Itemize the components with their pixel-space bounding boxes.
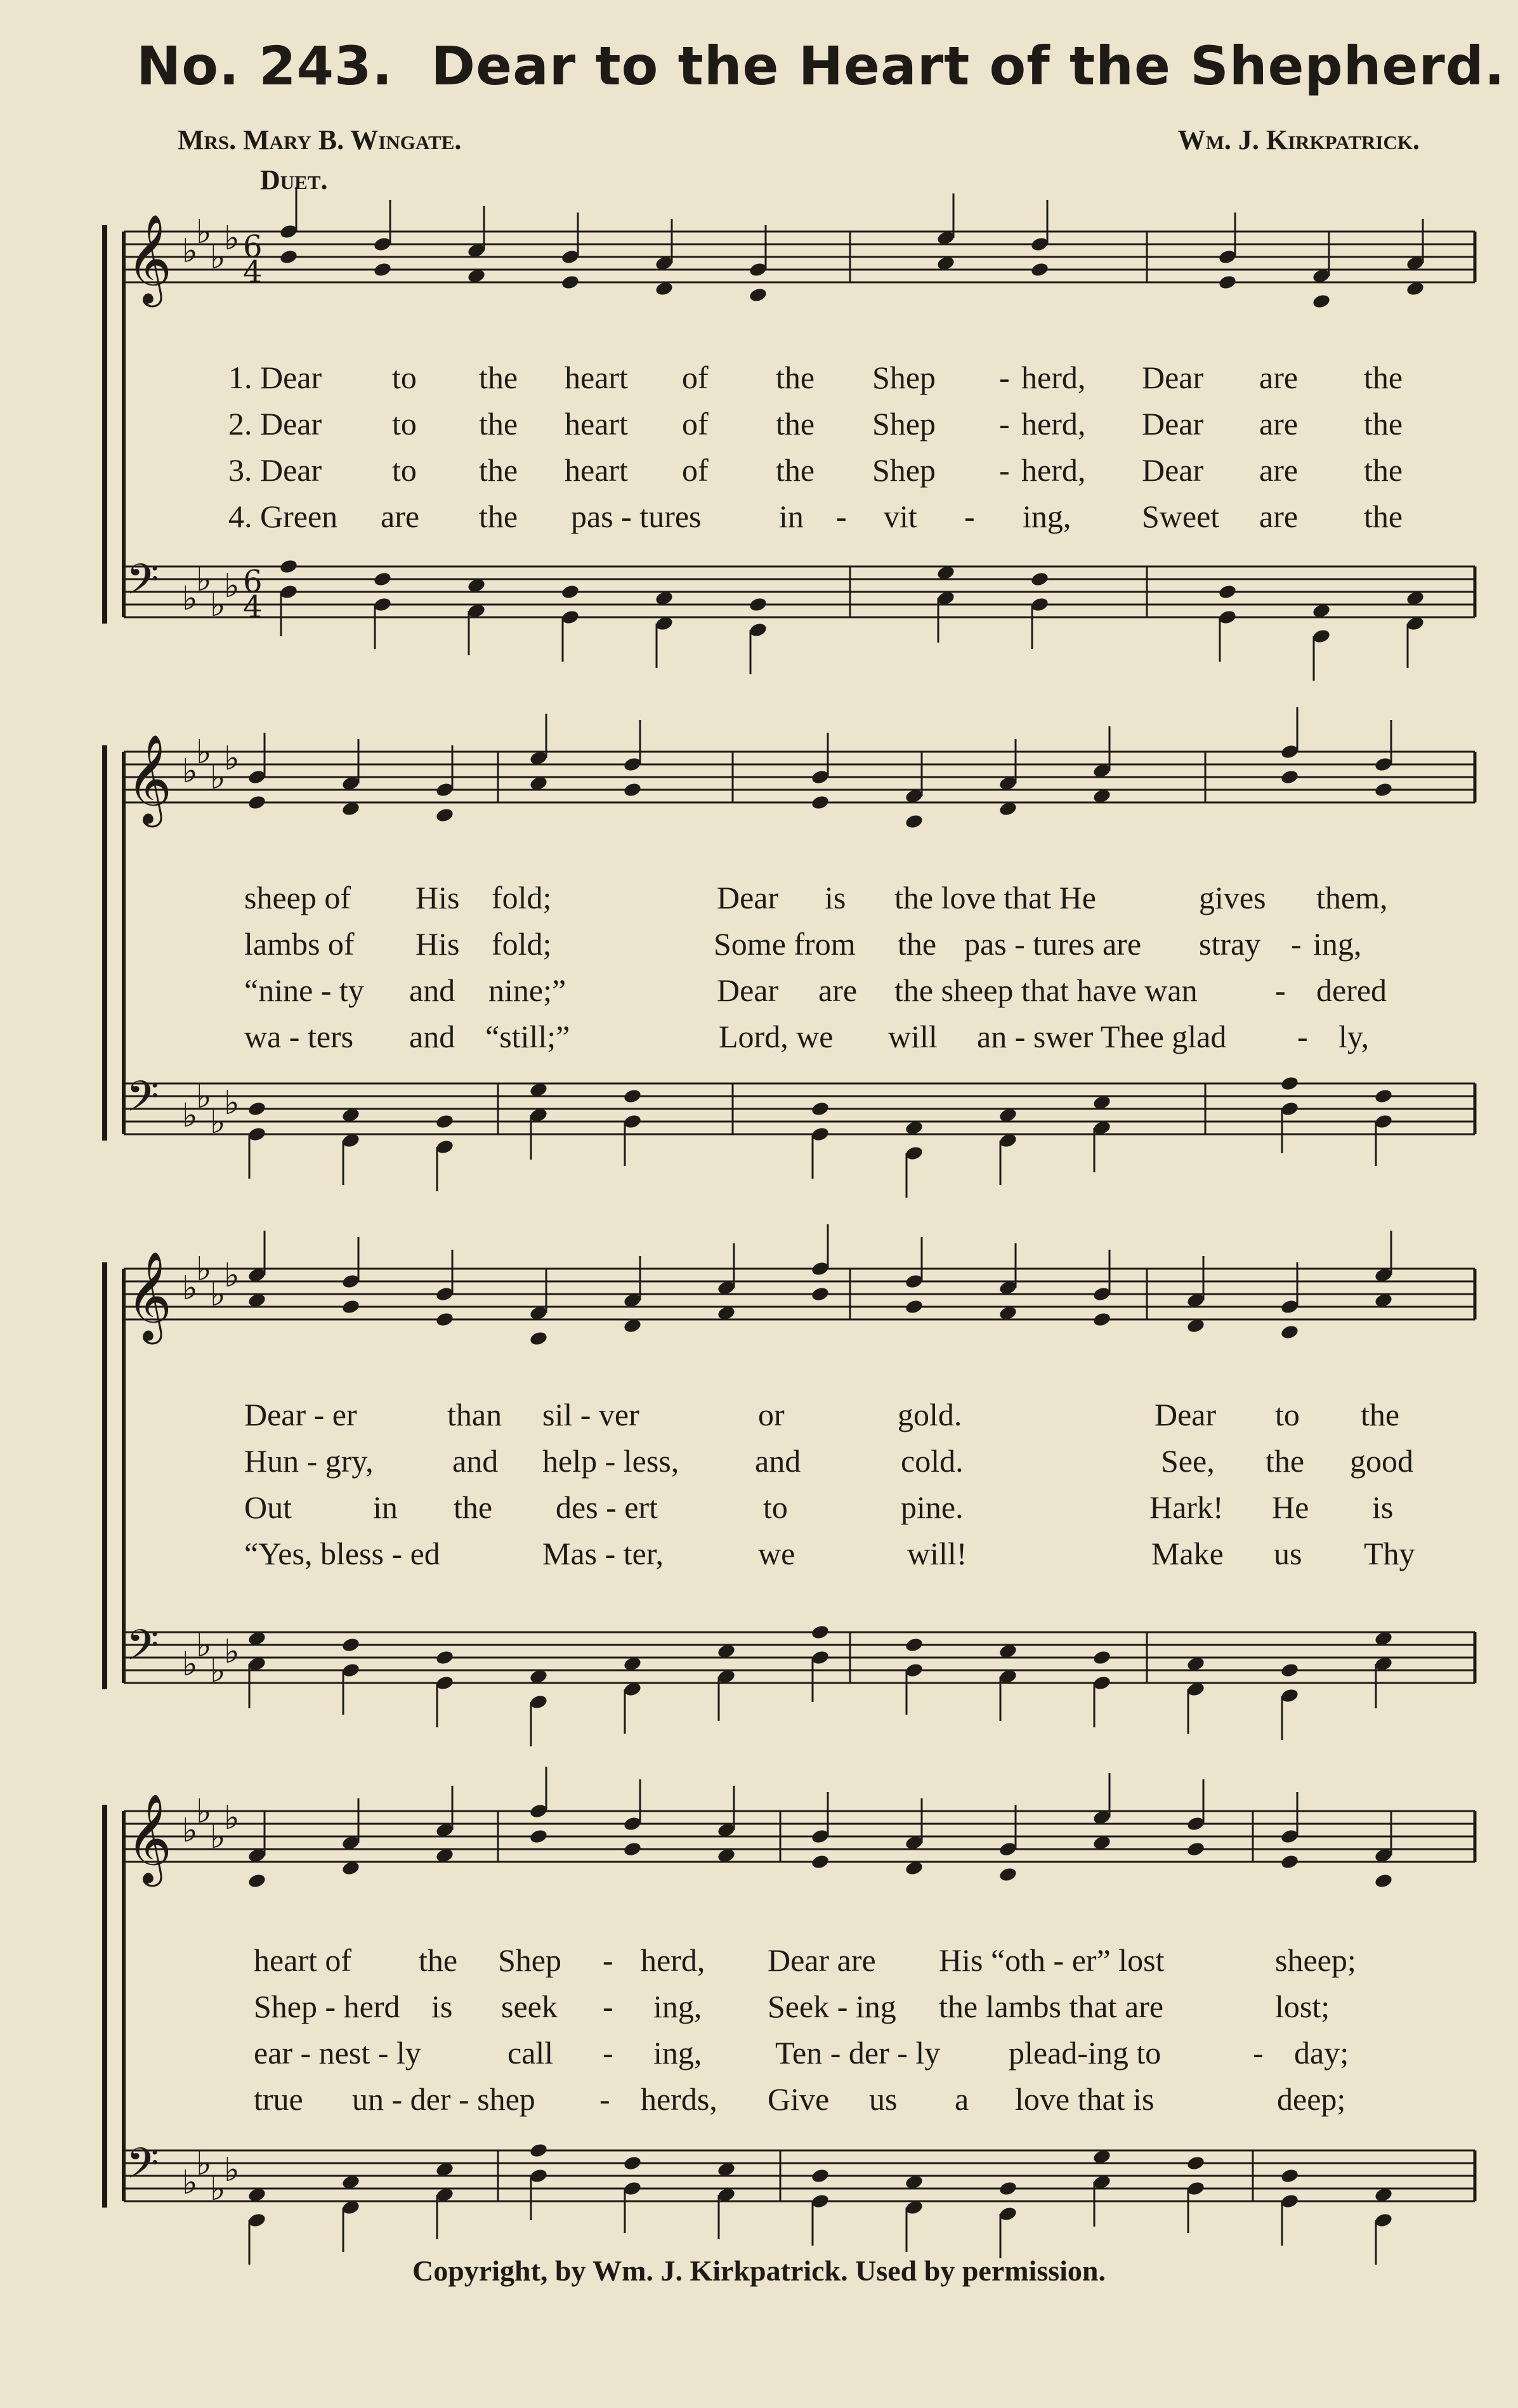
lyric-syllable: -	[836, 499, 847, 534]
lyric-syllable: and	[755, 1443, 801, 1479]
lyric-syllable: Seek - ing	[768, 1989, 896, 2024]
lyric-syllable: will	[888, 1019, 938, 1054]
lyric-syllable: nine;”	[488, 972, 566, 1008]
lyric-syllable: the love that He	[894, 880, 1096, 915]
flat-sign: ♭	[224, 1633, 240, 1671]
lyric-syllable: -	[1291, 926, 1302, 962]
flat-sign: ♭	[210, 2170, 226, 2208]
lyric-syllable: and	[409, 972, 455, 1008]
lyric-syllable: -	[1297, 1019, 1308, 1054]
flat-sign: ♭	[196, 2145, 212, 2183]
bass-clef: 𝄢	[126, 1621, 159, 1680]
lyric-syllable: the	[479, 406, 518, 442]
lyric-syllable: Out	[244, 1489, 292, 1525]
lyric-syllable: the	[1364, 406, 1403, 442]
note-head	[435, 1113, 455, 1130]
flat-sign: ♭	[182, 1269, 198, 1307]
flat-sign: ♭	[224, 740, 240, 778]
flat-sign: ♭	[224, 219, 240, 258]
flat-sign: ♭	[182, 752, 198, 790]
note-head	[811, 1624, 830, 1640]
lyric-syllable: Shep	[498, 1942, 561, 1978]
note-head	[1312, 293, 1332, 310]
lyric-syllable: sheep;	[1275, 1942, 1356, 1978]
bass-clef: 𝄢	[126, 1072, 159, 1131]
lyric-syllable: love that is	[1015, 2081, 1155, 2117]
note-head	[811, 2168, 830, 2184]
note-head	[279, 249, 299, 265]
lyric-syllable: than	[447, 1397, 502, 1432]
note-head	[247, 1101, 267, 1117]
lyric-syllable: herds,	[641, 2081, 717, 2117]
note-head	[1374, 1873, 1394, 1889]
flat-sign: ♭	[182, 232, 198, 270]
lyric-syllable: Dear	[1155, 1397, 1217, 1432]
note-head	[247, 794, 267, 811]
flat-sign: ♭	[224, 1257, 240, 1295]
lyric-syllable: His “oth - er” lost	[939, 1942, 1165, 1978]
lyric-syllable: -	[603, 1989, 613, 2024]
lyric-syllable: ing,	[653, 2035, 702, 2071]
lyric-syllable: -	[603, 2035, 613, 2071]
flat-sign: ♭	[182, 2164, 198, 2202]
lyric-syllable: herd,	[1021, 406, 1086, 442]
lyric-syllable: or	[758, 1397, 785, 1432]
lyric-syllable: 4. Green	[228, 499, 338, 534]
flat-sign: ♭	[182, 1812, 198, 1850]
note-head	[1218, 274, 1238, 291]
lyric-syllable: the lambs that are	[939, 1989, 1164, 2024]
lyric-syllable: and	[452, 1443, 499, 1479]
lyric-syllable: sil - ver	[542, 1397, 639, 1432]
lyric-syllable: are	[1259, 452, 1299, 488]
lyric-syllable: -	[603, 1942, 613, 1978]
lyric-syllable: to	[392, 406, 417, 442]
flat-sign: ♭	[210, 1818, 226, 1856]
note-head	[247, 1873, 267, 1889]
lyric-syllable: 2. Dear	[228, 406, 322, 442]
note-head	[1374, 782, 1394, 798]
lyric-syllable: of	[682, 406, 709, 442]
lyric-syllable: the	[1361, 1397, 1400, 1432]
lyric-syllable: His	[415, 926, 460, 962]
words-credit: Mrs. Mary B. Wingate.	[178, 124, 462, 155]
hymn-title: Dear to the Heart of the Shepherd.	[431, 35, 1505, 97]
lyric-syllable: “Yes, bless - ed	[244, 1536, 440, 1571]
lyric-syllable: Hark!	[1149, 1489, 1224, 1525]
lyric-syllable: cold.	[901, 1443, 964, 1479]
note-head	[811, 1854, 830, 1870]
lyric-syllable: pas - tures	[571, 499, 702, 534]
lyric-syllable: His	[415, 880, 460, 915]
note-head	[529, 2142, 549, 2159]
lyric-syllable: Some from	[714, 926, 856, 962]
flat-sign: ♭	[182, 580, 198, 618]
flat-sign: ♭	[210, 239, 226, 277]
note-head	[1280, 1854, 1300, 1870]
note-head	[1186, 2155, 1206, 2171]
note-head	[1092, 1311, 1112, 1328]
lyric-syllable: Dear	[1142, 452, 1204, 488]
lyric-syllable: -	[599, 2081, 610, 2117]
note-head	[998, 2180, 1018, 2197]
lyric-syllable: is	[1372, 1489, 1394, 1525]
lyric-syllable: ear - nest - ly	[254, 2035, 421, 2071]
lyric-syllable: heart	[565, 452, 628, 488]
time-signature-bottom: 4	[243, 254, 263, 290]
lyric-syllable: Shep	[872, 452, 936, 488]
note-head	[905, 1299, 924, 1315]
lyric-syllable: herd,	[1021, 360, 1086, 395]
lyric-syllable: Shep - herd	[254, 1989, 400, 2024]
flat-sign: ♭	[224, 567, 240, 605]
note-head	[1280, 1662, 1300, 1678]
lyric-syllable: dered	[1316, 972, 1387, 1008]
lyric-syllable: Mas - ter,	[542, 1536, 664, 1571]
lyric-syllable: the	[1364, 499, 1403, 534]
lyric-syllable: is	[825, 880, 846, 915]
lyric-syllable: in	[373, 1489, 398, 1525]
lyric-syllable: lambs of	[244, 926, 355, 962]
lyric-syllable: day;	[1294, 2035, 1349, 2071]
lyric-syllable: the	[479, 499, 518, 534]
lyric-syllable: un - der - shep	[352, 2081, 535, 2117]
flat-sign: ♭	[210, 1652, 226, 1690]
lyric-syllable: the	[898, 926, 937, 962]
lyric-syllable: Dear	[717, 880, 779, 915]
note-head	[1218, 584, 1238, 600]
treble-clef: 𝄞	[126, 213, 173, 303]
lyric-syllable: heart	[565, 360, 628, 395]
flat-sign: ♭	[196, 733, 212, 771]
lyric-syllable: call	[507, 2035, 554, 2071]
note-head	[341, 1299, 361, 1315]
lyric-syllable: stray	[1199, 926, 1261, 962]
flat-sign: ♭	[224, 1799, 240, 1837]
lyric-syllable: the	[419, 1942, 458, 1978]
note-head	[435, 1311, 455, 1328]
lyric-syllable: heart	[565, 406, 628, 442]
lyric-syllable: pas - tures are	[964, 926, 1142, 962]
lyric-syllable: the sheep that have wan	[894, 972, 1198, 1008]
lyric-syllable: lost;	[1275, 1989, 1330, 2024]
lyric-syllable: are	[818, 972, 858, 1008]
lyric-syllable: gold.	[898, 1397, 962, 1432]
time-signature-bottom: 4	[243, 589, 263, 625]
lyric-syllable: -	[964, 499, 975, 534]
note-head	[811, 794, 830, 811]
lyric-syllable: will!	[907, 1536, 967, 1571]
note-head	[1374, 1088, 1394, 1104]
lyric-syllable: fold;	[492, 880, 552, 915]
flat-sign: ♭	[182, 1097, 198, 1135]
lyric-syllable: the	[1266, 1443, 1305, 1479]
note-head	[998, 1866, 1018, 1883]
note-head	[1092, 1649, 1112, 1666]
lyric-syllable: He	[1272, 1489, 1309, 1525]
lyric-syllable: the	[776, 406, 815, 442]
flat-sign: ♭	[224, 1084, 240, 1122]
flat-sign: ♭	[196, 1793, 212, 1831]
lyric-syllable: ing,	[1023, 499, 1071, 534]
note-head	[623, 2155, 643, 2171]
lyric-syllable: them,	[1316, 880, 1388, 915]
flat-sign: ♭	[210, 1276, 226, 1314]
note-head	[905, 813, 924, 830]
note-head	[1280, 769, 1300, 785]
note-head	[1186, 1841, 1206, 1857]
duet-marking: Duet.	[260, 164, 328, 195]
lyric-syllable: us	[1274, 1536, 1302, 1571]
lyric-syllable: Hun - gry,	[244, 1443, 374, 1479]
flat-sign: ♭	[224, 2151, 240, 2189]
flat-sign: ♭	[196, 213, 212, 251]
music-credit: Wm. J. Kirkpatrick.	[1177, 124, 1420, 155]
lyric-syllable: is	[431, 1989, 453, 2024]
lyric-syllable: “still;”	[485, 1019, 570, 1054]
lyric-syllable: sheep of	[244, 880, 351, 915]
note-head	[623, 782, 643, 798]
note-head	[1280, 1075, 1300, 1092]
lyric-syllable: the	[776, 360, 815, 395]
lyric-syllable: -	[1275, 972, 1286, 1008]
lyric-syllable: are	[1259, 360, 1299, 395]
lyric-syllable: pine.	[901, 1489, 964, 1525]
lyric-syllable: true	[254, 2081, 303, 2117]
lyric-syllable: plead-ing to	[1009, 2035, 1161, 2071]
lyric-syllable: and	[409, 1019, 455, 1054]
note-head	[749, 287, 768, 303]
lyric-syllable: us	[869, 2081, 898, 2117]
note-head	[435, 1649, 455, 1666]
lyric-syllable: of	[682, 360, 709, 395]
note-head	[373, 261, 393, 278]
flat-sign: ♭	[210, 1103, 226, 1141]
lyric-syllable: fold;	[492, 926, 552, 962]
flat-sign: ♭	[196, 1626, 212, 1665]
note-head	[561, 274, 580, 291]
lyric-syllable: to	[392, 360, 417, 395]
lyric-syllable: help - less,	[542, 1443, 679, 1479]
lyric-syllable: are	[1259, 499, 1299, 534]
flat-sign: ♭	[196, 1250, 212, 1288]
lyric-syllable: a	[955, 2081, 969, 2117]
lyric-syllable: Shep	[872, 360, 936, 395]
lyric-syllable: ing,	[1313, 926, 1362, 962]
lyric-syllable: to	[763, 1489, 788, 1525]
lyric-syllable: ly,	[1338, 1019, 1370, 1054]
lyric-syllable: des - ert	[556, 1489, 658, 1525]
lyric-syllable: to	[392, 452, 417, 488]
lyric-syllable: vit	[884, 499, 917, 534]
treble-clef: 𝄞	[126, 1793, 173, 1883]
lyric-syllable: -	[999, 406, 1010, 442]
flat-sign: ♭	[196, 1078, 212, 1116]
lyric-syllable: Shep	[872, 406, 936, 442]
note-head	[623, 1088, 643, 1104]
lyric-syllable: 3. Dear	[228, 452, 322, 488]
lyric-syllable: “nine - ty	[244, 972, 364, 1008]
flat-sign: ♭	[182, 1646, 198, 1684]
lyric-syllable: the	[479, 360, 518, 395]
note-head	[905, 1637, 924, 1653]
flat-sign: ♭	[210, 586, 226, 624]
note-head	[623, 1841, 643, 1857]
lyric-syllable: gives	[1199, 880, 1266, 915]
flat-sign: ♭	[196, 561, 212, 599]
lyric-syllable: Dear are	[768, 1942, 876, 1978]
treble-clef: 𝄞	[126, 733, 173, 823]
lyric-syllable: wa - ters	[244, 1019, 354, 1054]
note-head	[1280, 1324, 1300, 1340]
lyric-syllable: Ten - der - ly	[775, 2035, 941, 2071]
lyric-syllable: the	[479, 452, 518, 488]
note-head	[341, 1637, 361, 1653]
treble-clef: 𝄞	[126, 1250, 173, 1340]
note-head	[279, 558, 299, 575]
lyric-syllable: to	[1275, 1397, 1300, 1432]
lyric-syllable: the	[776, 452, 815, 488]
lyric-syllable: good	[1350, 1443, 1413, 1479]
lyric-syllable: 1. Dear	[228, 360, 322, 395]
lyric-syllable: Make	[1151, 1536, 1224, 1571]
lyric-syllable: are	[1259, 406, 1299, 442]
bass-clef: 𝄢	[126, 2139, 159, 2198]
time-signature-top: 6	[243, 564, 263, 599]
lyric-syllable: an - swer Thee glad	[977, 1019, 1227, 1054]
lyric-syllable: are	[381, 499, 420, 534]
lyric-syllable: Lord, we	[719, 1019, 834, 1054]
lyric-syllable: herd,	[641, 1942, 705, 1978]
note-head	[561, 584, 580, 600]
lyric-syllable: See,	[1161, 1443, 1215, 1479]
lyric-syllable: Sweet	[1142, 499, 1220, 534]
lyric-syllable: -	[999, 360, 1010, 395]
lyric-syllable: the	[1364, 360, 1403, 395]
note-head	[1280, 2168, 1300, 2184]
lyric-syllable: ing,	[653, 1989, 702, 2024]
lyric-syllable: herd,	[1021, 452, 1086, 488]
note-head	[529, 1330, 549, 1347]
note-head	[749, 596, 768, 613]
note-head	[1030, 571, 1050, 587]
lyric-syllable: Thy	[1364, 1536, 1415, 1571]
note-head	[373, 571, 393, 587]
hymn-number: No. 243.	[136, 35, 393, 97]
note-head	[435, 807, 455, 823]
lyric-syllable: Give	[768, 2081, 830, 2117]
lyric-syllable: Dear	[1142, 406, 1204, 442]
flat-sign: ♭	[210, 759, 226, 797]
copyright-notice: Copyright, by Wm. J. Kirkpatrick. Used by permission.	[412, 2254, 1106, 2287]
lyric-syllable: the	[1364, 452, 1403, 488]
lyric-syllable: in	[779, 499, 804, 534]
lyric-syllable: we	[758, 1536, 795, 1571]
lyric-syllable: Dear	[1142, 360, 1204, 395]
lyric-syllable: deep;	[1277, 2081, 1346, 2117]
lyric-syllable: -	[1253, 2035, 1264, 2071]
lyric-syllable: seek	[501, 1989, 558, 2024]
lyric-syllable: of	[682, 452, 709, 488]
note-head	[811, 1286, 830, 1302]
note-head	[529, 1828, 549, 1845]
bass-clef: 𝄢	[126, 555, 159, 614]
note-head	[1030, 261, 1050, 278]
lyric-syllable: heart of	[254, 1942, 352, 1978]
lyric-syllable: Dear - er	[244, 1397, 357, 1432]
lyric-syllable: the	[454, 1489, 493, 1525]
lyric-syllable: -	[999, 452, 1010, 488]
time-signature-top: 6	[243, 229, 263, 265]
note-head	[811, 1101, 830, 1117]
lyric-syllable: Dear	[717, 972, 779, 1008]
